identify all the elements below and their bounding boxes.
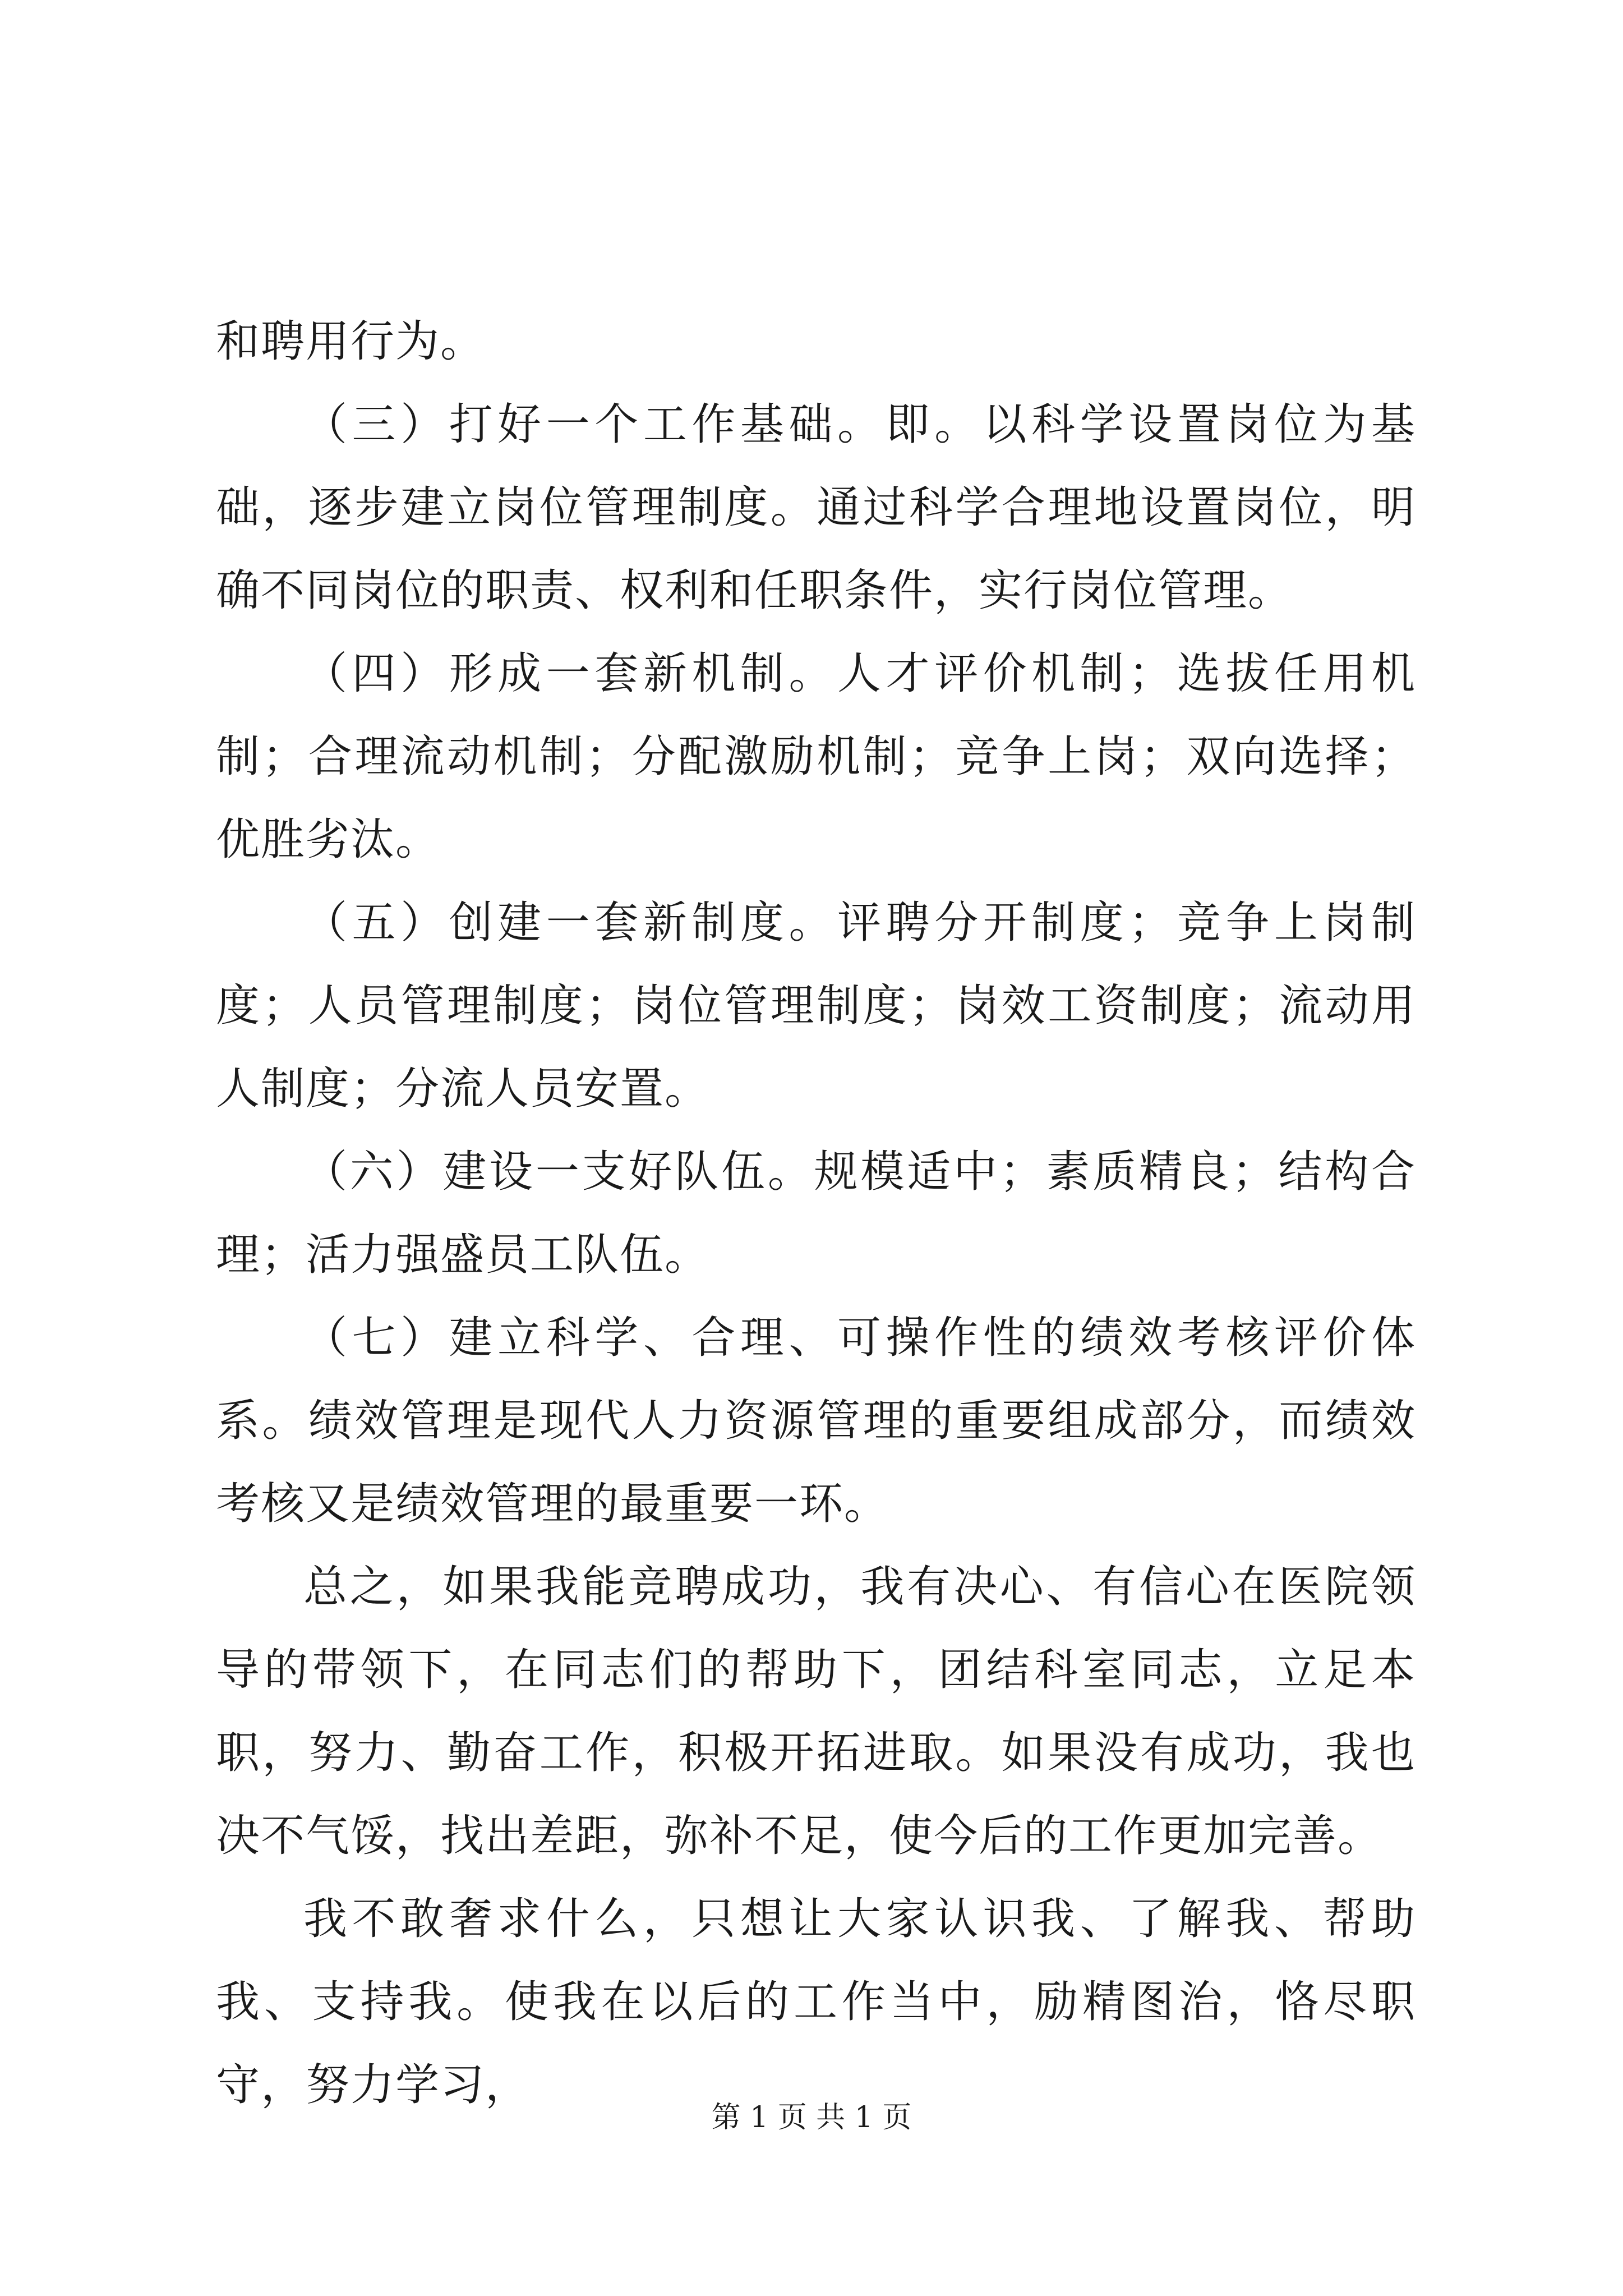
document-body: [216, 300, 1416, 2127]
paragraph-section-5: （五）创建一套新制度。评聘分开制度；竞争上岗制度；人员管理制度；岗位管理制度；岗效工资制度；流动用人制度；分流人员安置。: [216, 898, 1416, 1114]
paragraph-section-3: （三）打好一个工作基础。即。以科学设置岗位为基础，逐步建立岗位管理制度。通过科学合理地设置岗位，明确不同岗位的职责、权利和任职条件，实行岗位管理。: [216, 399, 1416, 616]
paragraph-summary: 总之，如果我能竞聘成功，我有决心、有信心在医院领导的带领下，在同志们的帮助下，团结科室同志，立足本职，努力、勤奋工作，积极开拓进取。如果没有成功，我也决不气馁，找出差距，弥补不足，使今后的工作更加完善。: [216, 1562, 1416, 1861]
paragraph-section-6: （六）建设一支好队伍。规模适中；素质精良；结构合理；活力强盛员工队伍。: [216, 1147, 1416, 1280]
paragraph-closing: 我不敢奢求什么，只想让大家认识我、了解我、帮助我、支持我。使我在以后的工作当中，励精图治，恪尽职守，努力学习，: [216, 1894, 1416, 2110]
paragraph-continuation: 和聘用行为。: [216, 316, 486, 367]
paragraph-section-4: （四）形成一套新机制。人才评价机制；选拔任用机制；合理流动机制；分配激励机制；竞争上岗；双向选择；优胜劣汰。: [216, 648, 1416, 865]
page-footer: 第 1 页 共 1 页: [711, 2101, 912, 2134]
paragraph-section-7: （七）建立科学、合理、可操作性的绩效考核评价体系。绩效管理是现代人力资源管理的重要组成部分，而绩效考核又是绩效管理的最重要一环。: [216, 1313, 1416, 1529]
